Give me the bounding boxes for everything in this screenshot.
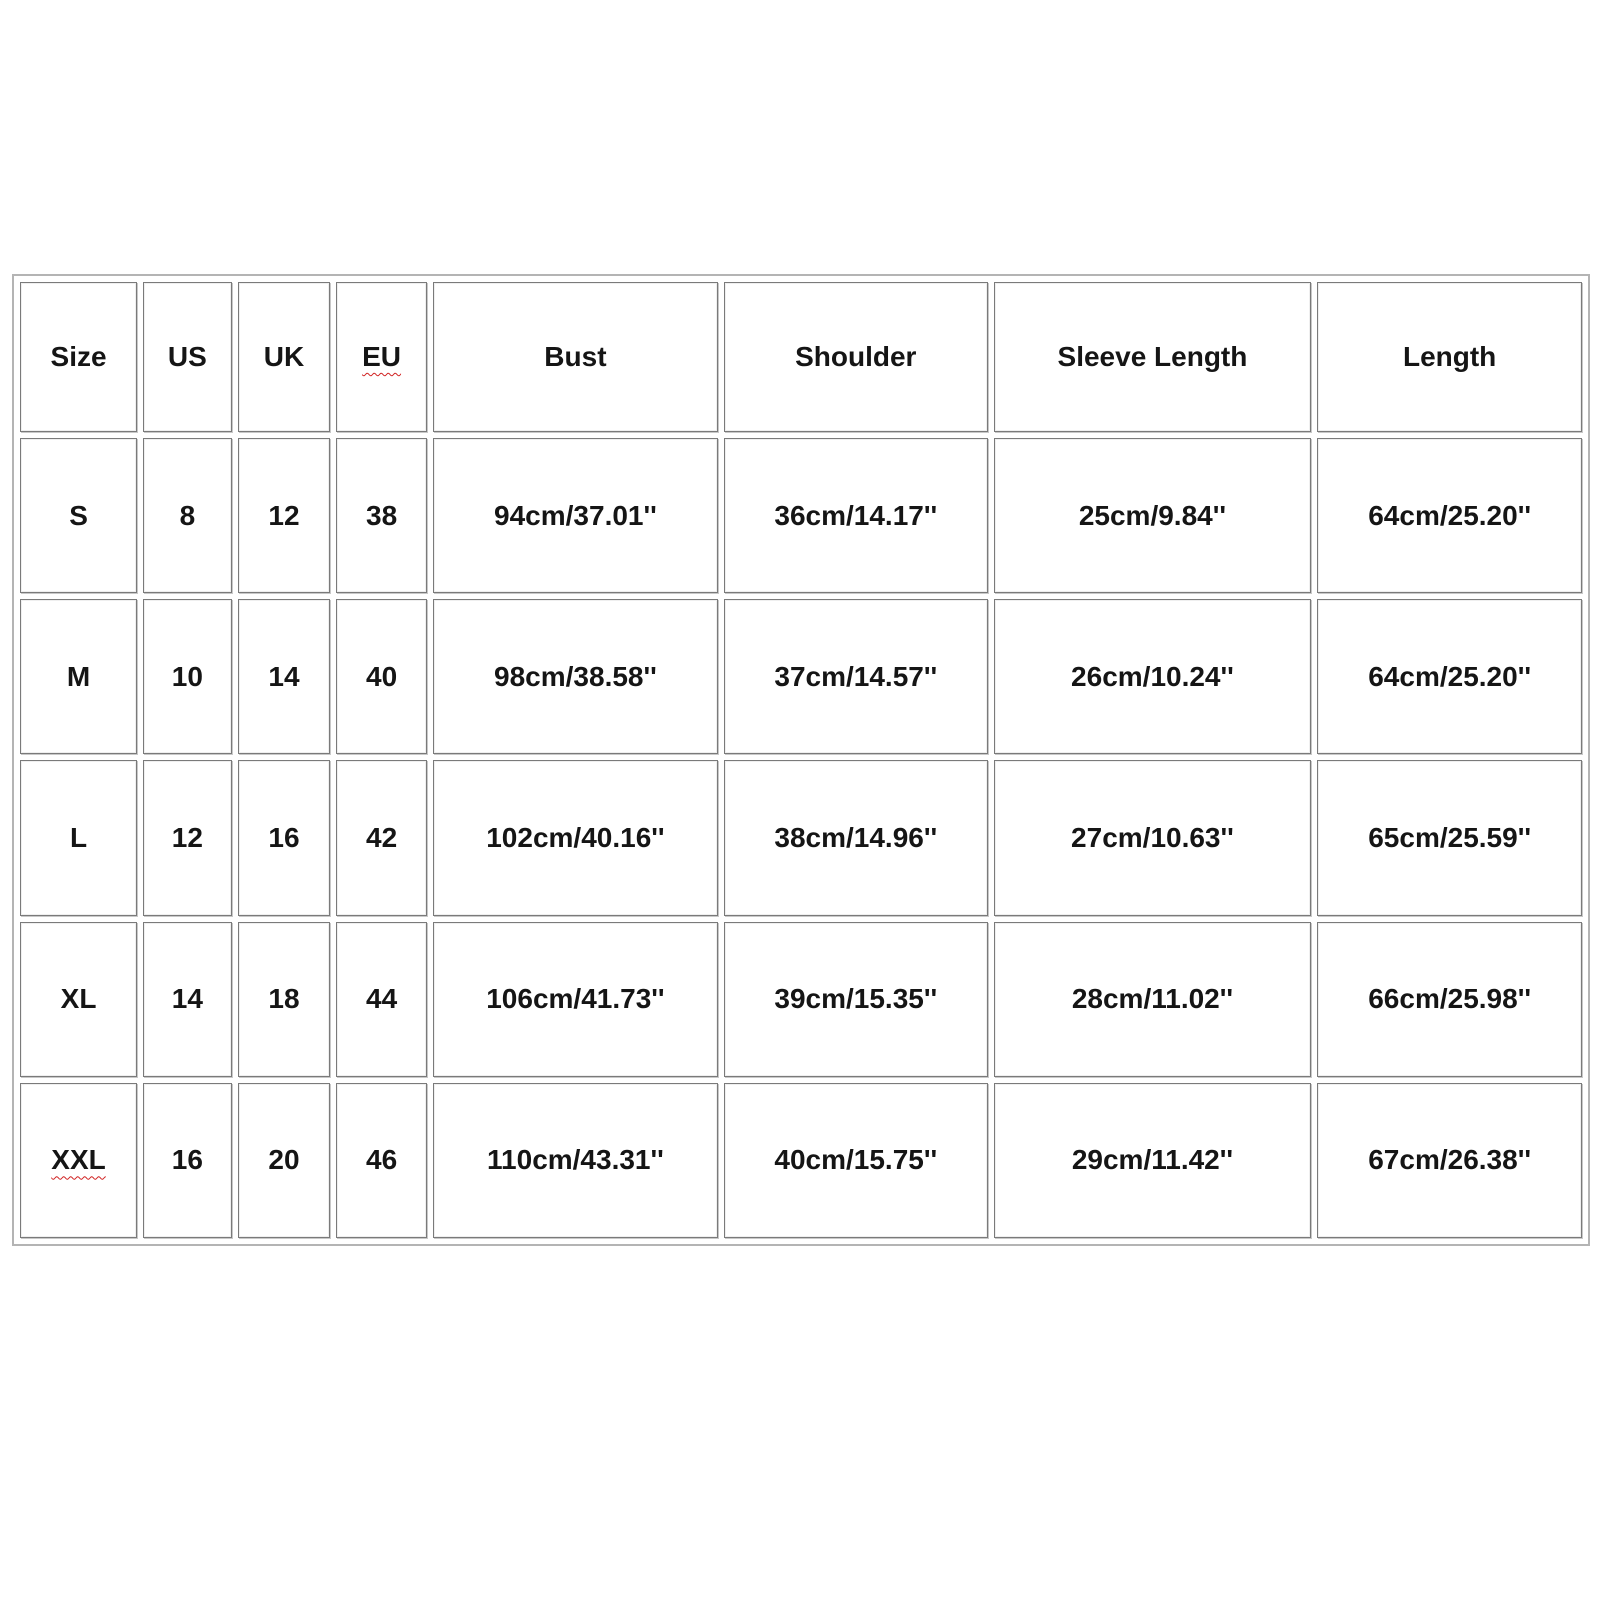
cell-size: S xyxy=(20,438,137,593)
header-length: Length xyxy=(1317,282,1582,432)
header-shoulder: Shoulder xyxy=(724,282,988,432)
cell-size: XL xyxy=(20,922,137,1077)
header-us: US xyxy=(143,282,232,432)
cell-bust: 94cm/37.01'' xyxy=(433,438,718,593)
header-bust: Bust xyxy=(433,282,718,432)
cell-size xyxy=(20,1083,137,1238)
cell-bust: 98cm/38.58'' xyxy=(433,599,718,754)
cell-us: 16 xyxy=(143,1083,232,1238)
cell-uk: 18 xyxy=(238,922,331,1077)
cell-sleeve-length: 28cm/11.02'' xyxy=(994,922,1312,1077)
cell-sleeve-length: 29cm/11.42'' xyxy=(994,1083,1312,1238)
table-row xyxy=(20,599,1582,754)
cell-uk: 20 xyxy=(238,1083,331,1238)
cell-bust: 110cm/43.31'' xyxy=(433,1083,718,1238)
header-size: Size xyxy=(20,282,137,432)
header-eu xyxy=(336,282,427,432)
cell-shoulder: 39cm/15.35'' xyxy=(724,922,988,1077)
cell-size: L xyxy=(20,760,137,915)
cell-us: 8 xyxy=(143,438,232,593)
cell-uk: 12 xyxy=(238,438,331,593)
size-chart-table xyxy=(14,276,1588,1244)
cell-eu: 46 xyxy=(336,1083,427,1238)
header-uk: UK xyxy=(238,282,331,432)
cell-us: 12 xyxy=(143,760,232,915)
cell-size: M xyxy=(20,599,137,754)
cell-sleeve-length: 25cm/9.84'' xyxy=(994,438,1312,593)
size-chart xyxy=(12,274,1590,1246)
cell-length: 64cm/25.20'' xyxy=(1317,438,1582,593)
header-row xyxy=(20,282,1582,432)
cell-shoulder: 38cm/14.96'' xyxy=(724,760,988,915)
cell-sleeve-length: 26cm/10.24'' xyxy=(994,599,1312,754)
cell-eu: 44 xyxy=(336,922,427,1077)
cell-uk: 16 xyxy=(238,760,331,915)
cell-length: 65cm/25.59'' xyxy=(1317,760,1582,915)
cell-shoulder: 37cm/14.57'' xyxy=(724,599,988,754)
table-row xyxy=(20,438,1582,593)
cell-length: 64cm/25.20'' xyxy=(1317,599,1582,754)
cell-shoulder: 36cm/14.17'' xyxy=(724,438,988,593)
header-eu-label: EU xyxy=(362,341,402,372)
header-sleeve-length: Sleeve Length xyxy=(994,282,1312,432)
cell-sleeve-length: 27cm/10.63'' xyxy=(994,760,1312,915)
table-row xyxy=(20,1083,1582,1238)
cell-eu: 38 xyxy=(336,438,427,593)
cell-shoulder: 40cm/15.75'' xyxy=(724,1083,988,1238)
cell-uk: 14 xyxy=(238,599,331,754)
cell-us: 14 xyxy=(143,922,232,1077)
cell-size-label: XXL xyxy=(51,1144,106,1176)
cell-eu: 42 xyxy=(336,760,427,915)
cell-length: 67cm/26.38'' xyxy=(1317,1083,1582,1238)
cell-us: 10 xyxy=(143,599,232,754)
cell-eu: 40 xyxy=(336,599,427,754)
cell-bust: 102cm/40.16'' xyxy=(433,760,718,915)
table-row xyxy=(20,760,1582,915)
cell-length: 66cm/25.98'' xyxy=(1317,922,1582,1077)
table-row xyxy=(20,922,1582,1077)
cell-bust: 106cm/41.73'' xyxy=(433,922,718,1077)
